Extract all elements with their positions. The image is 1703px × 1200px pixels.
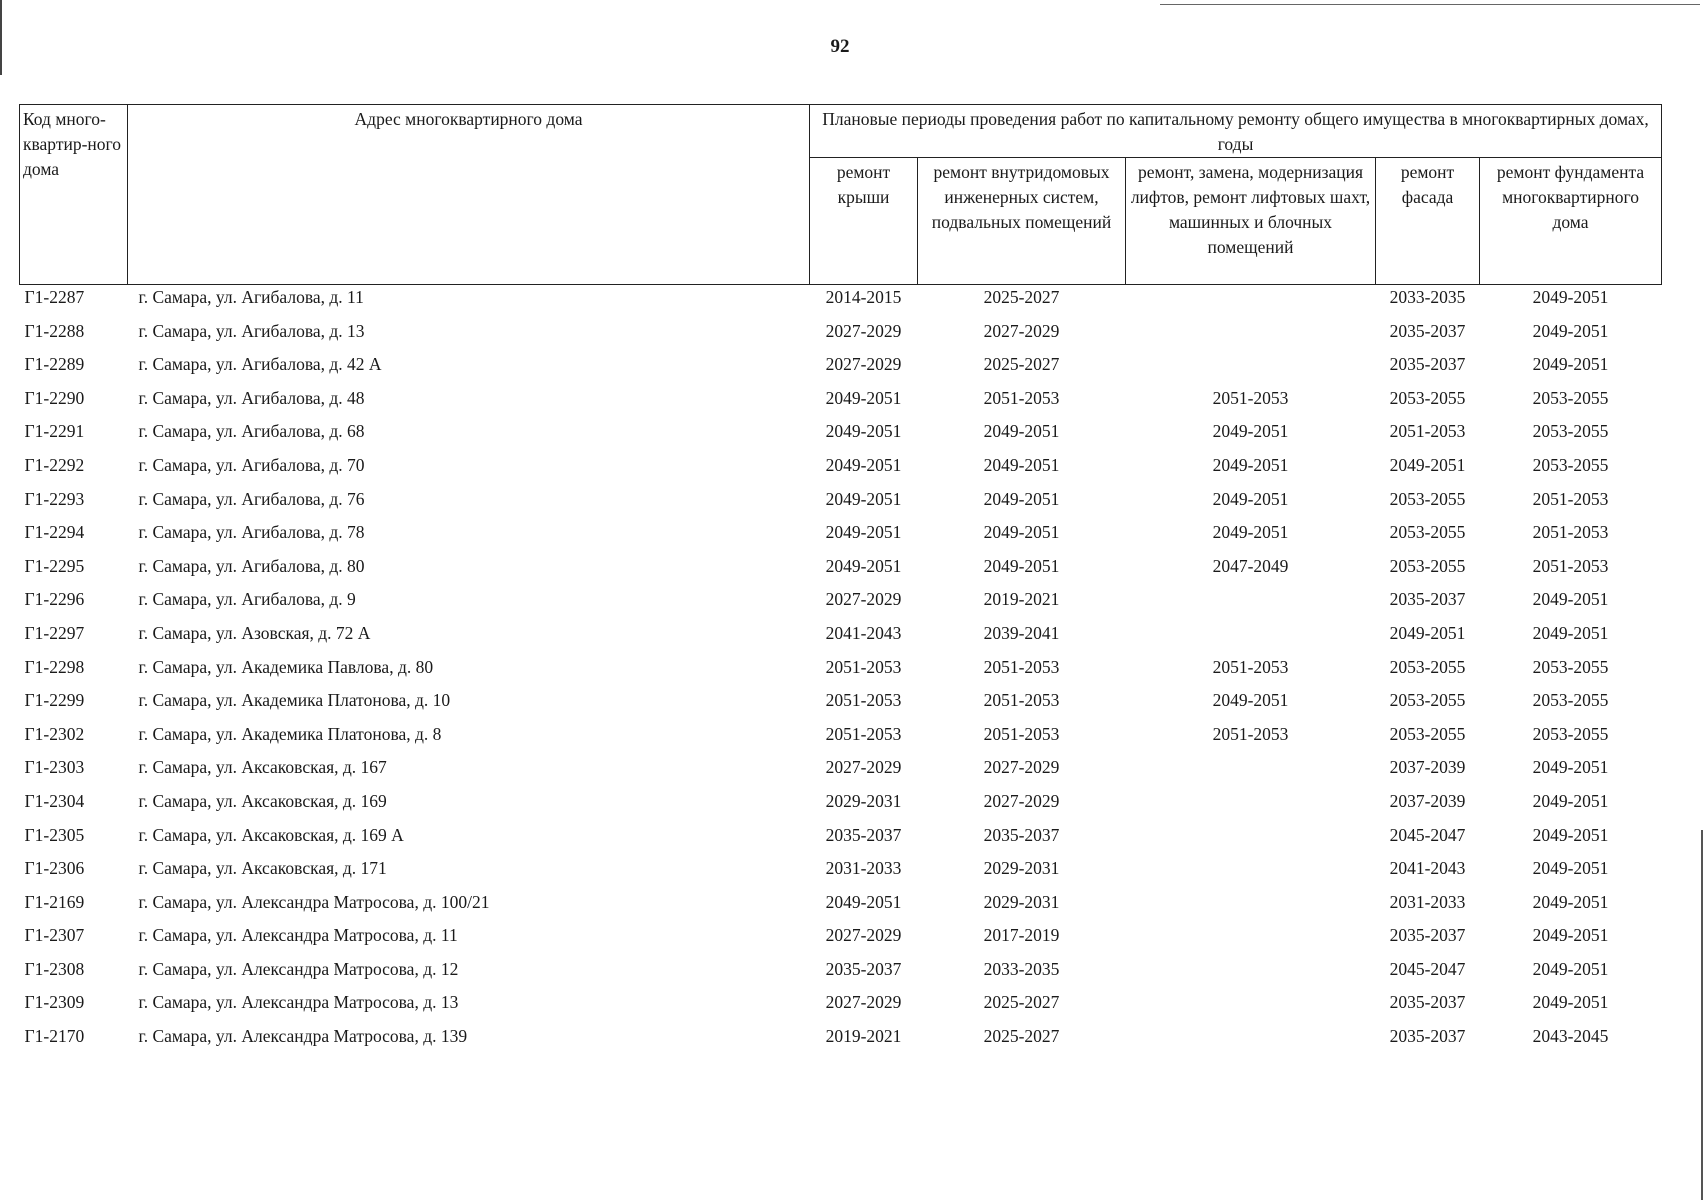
cell-engineering: 2029-2031: [983, 891, 1060, 912]
cell-engineering: 2025-2027: [983, 992, 1060, 1013]
cell-engineering: 2051-2053: [983, 690, 1060, 711]
cell-foundation: 2043-2045: [1532, 1026, 1609, 1047]
cell-facade: 2053-2055: [1389, 723, 1466, 744]
cell-foundation: 2053-2055: [1532, 387, 1609, 408]
cell-roof: 2051-2053: [825, 690, 902, 711]
cell-facade: 2035-2037: [1389, 589, 1466, 610]
cell-roof: 2029-2031: [825, 790, 902, 811]
cell-roof: 2051-2053: [825, 723, 902, 744]
cell-code: Г1-2289: [24, 354, 85, 375]
cell-code: Г1-2299: [24, 690, 85, 711]
cell-elevators: 2051-2053: [1212, 723, 1289, 744]
cell-code: Г1-2298: [24, 656, 85, 677]
cell-elevators: [1126, 285, 1376, 321]
cell-foundation: 2049-2051: [1532, 320, 1609, 341]
cell-roof: 2049-2051: [825, 454, 902, 475]
cell-facade: 2037-2039: [1389, 757, 1466, 778]
cell-facade: 2053-2055: [1389, 656, 1466, 677]
cell-facade: 2053-2055: [1389, 522, 1466, 543]
cell-address: г. Самара, ул. Академика Платонова, д. 8: [138, 723, 442, 744]
cell-address: г. Самара, ул. Аксаковская, д. 169: [138, 790, 387, 811]
cell-address: г. Самара, ул. Агибалова, д. 42 А: [138, 354, 382, 375]
cell-foundation: 2053-2055: [1532, 690, 1609, 711]
cell-roof: 2041-2043: [825, 622, 902, 643]
cell-address: г. Самара, ул. Агибалова, д. 68: [138, 421, 365, 442]
cell-elevators: [1126, 791, 1376, 825]
cell-foundation: 2049-2051: [1532, 622, 1609, 643]
cell-foundation: 2049-2051: [1532, 992, 1609, 1013]
cell-elevators: 2049-2051: [1212, 454, 1289, 475]
cell-code: Г1-2295: [24, 555, 85, 576]
cell-elevators: [1126, 992, 1376, 1026]
cell-roof: 2049-2051: [825, 891, 902, 912]
cell-address: г. Самара, ул. Агибалова, д. 70: [138, 454, 365, 475]
cell-engineering: 2049-2051: [983, 421, 1060, 442]
cell-code: Г1-2308: [24, 958, 85, 979]
cell-code: Г1-2287: [24, 287, 85, 307]
cell-code: Г1-2290: [24, 387, 85, 408]
table-row: [20, 825, 1662, 859]
cell-engineering: 2049-2051: [983, 522, 1060, 543]
cell-foundation: 2051-2053: [1532, 555, 1609, 576]
table-row: [20, 455, 1662, 489]
table-row: [20, 858, 1662, 892]
cell-code: Г1-2305: [24, 824, 85, 845]
cell-address: г. Самара, ул. Агибалова, д. 80: [138, 555, 365, 576]
cell-code: Г1-2297: [24, 622, 85, 643]
table-row: [20, 791, 1662, 825]
table-row: [20, 623, 1662, 657]
cell-engineering: 2029-2031: [983, 858, 1060, 879]
cell-engineering: 2051-2053: [983, 723, 1060, 744]
cell-elevators: 2049-2051: [1212, 421, 1289, 442]
cell-roof: 2027-2029: [825, 925, 902, 946]
table-row: [20, 992, 1662, 1026]
cell-roof: 2049-2051: [825, 421, 902, 442]
header-code: Код много-квартир-ного дома: [20, 105, 128, 285]
cell-engineering: 2019-2021: [983, 589, 1060, 610]
cell-facade: 2053-2055: [1389, 488, 1466, 509]
header-engineering: ремонт внутридомовых инженерных систем, подвальных помещений: [918, 158, 1126, 285]
table-row: [20, 892, 1662, 926]
cell-code: Г1-2288: [24, 320, 85, 341]
cell-engineering: 2027-2029: [983, 757, 1060, 778]
table-row: [20, 388, 1662, 422]
header-facade: ремонт фасада: [1376, 158, 1480, 285]
cell-foundation: 2051-2053: [1532, 488, 1609, 509]
cell-facade: 2045-2047: [1389, 958, 1466, 979]
cell-code: Г1-2294: [24, 522, 85, 543]
cell-roof: 2035-2037: [825, 958, 902, 979]
cell-facade: 2053-2055: [1389, 387, 1466, 408]
cell-elevators: 2051-2053: [1212, 656, 1289, 677]
cell-roof: 2027-2029: [825, 992, 902, 1013]
cell-code: Г1-2170: [24, 1026, 85, 1047]
cell-foundation: 2053-2055: [1532, 656, 1609, 677]
cell-roof: 2027-2029: [825, 589, 902, 610]
cell-facade: 2041-2043: [1389, 858, 1466, 879]
cell-address: г. Самара, ул. Аксаковская, д. 171: [138, 858, 387, 879]
cell-address: г. Самара, ул. Аксаковская, д. 169 А: [138, 824, 404, 845]
page-number: 92: [830, 36, 850, 57]
cell-facade: 2035-2037: [1389, 925, 1466, 946]
cell-code: Г1-2169: [24, 891, 85, 912]
cell-roof: 2027-2029: [825, 320, 902, 341]
cell-facade: 2045-2047: [1389, 824, 1466, 845]
cell-engineering: 2027-2029: [983, 320, 1060, 341]
cell-elevators: 2051-2053: [1212, 387, 1289, 408]
cell-foundation: 2049-2051: [1532, 858, 1609, 879]
cell-elevators: [1126, 589, 1376, 623]
cell-elevators: [1126, 858, 1376, 892]
cell-address: г. Самара, ул. Александра Матросова, д. 139: [138, 1026, 468, 1047]
cell-engineering: 2049-2051: [983, 555, 1060, 576]
cell-elevators: 2047-2049: [1212, 555, 1289, 576]
cell-engineering: 2025-2027: [983, 354, 1060, 375]
table-row: [20, 724, 1662, 758]
cell-facade: 2051-2053: [1389, 421, 1466, 442]
cell-facade: 2035-2037: [1389, 354, 1466, 375]
cell-address: г. Самара, ул. Александра Матросова, д. 11: [138, 925, 458, 946]
cell-roof: 2051-2053: [825, 656, 902, 677]
cell-foundation: 2049-2051: [1532, 790, 1609, 811]
cell-elevators: [1126, 925, 1376, 959]
cell-elevators: [1126, 757, 1376, 791]
cell-facade: 2031-2033: [1389, 891, 1466, 912]
cell-address: г. Самара, ул. Агибалова, д. 48: [138, 387, 365, 408]
table-row: [20, 354, 1662, 388]
cell-roof: 2019-2021: [825, 1026, 902, 1047]
table-row: [20, 421, 1662, 455]
cell-address: г. Самара, ул. Александра Матросова, д. 12: [138, 958, 459, 979]
cell-roof: 2027-2029: [825, 354, 902, 375]
cell-address: г. Самара, ул. Академика Платонова, д. 10: [138, 690, 451, 711]
cell-engineering: 2035-2037: [983, 824, 1060, 845]
cell-elevators: [1126, 825, 1376, 859]
cell-foundation: 2051-2053: [1532, 522, 1609, 543]
cell-elevators: [1126, 1026, 1376, 1060]
cell-elevators: [1126, 321, 1376, 355]
cell-address: г. Самара, ул. Академика Павлова, д. 80: [138, 656, 434, 677]
cell-address: г. Самара, ул. Агибалова, д. 9: [138, 589, 356, 610]
table-row: [20, 925, 1662, 959]
table-row: [20, 321, 1662, 355]
cell-roof: 2049-2051: [825, 522, 902, 543]
cell-code: Г1-2303: [24, 757, 85, 778]
cell-address: г. Самара, ул. Агибалова, д. 76: [138, 488, 365, 509]
cell-address: г. Самара, ул. Агибалова, д. 11: [138, 287, 364, 307]
cell-roof: 2049-2051: [825, 387, 902, 408]
table-row: [20, 657, 1662, 691]
cell-facade: 2049-2051: [1389, 622, 1466, 643]
cell-code: Г1-2307: [24, 925, 85, 946]
cell-code: Г1-2293: [24, 488, 85, 509]
table-row: [20, 690, 1662, 724]
cell-elevators: [1126, 354, 1376, 388]
cell-roof: 2014-2015: [825, 287, 902, 307]
cell-engineering: 2017-2019: [983, 925, 1060, 946]
cell-roof: 2049-2051: [825, 488, 902, 509]
table-row: [20, 589, 1662, 623]
cell-elevators: [1126, 959, 1376, 993]
cell-facade: 2053-2055: [1389, 555, 1466, 576]
cell-foundation: 2049-2051: [1532, 925, 1609, 946]
cell-roof: 2035-2037: [825, 824, 902, 845]
cell-facade: 2037-2039: [1389, 790, 1466, 811]
cell-foundation: 2049-2051: [1532, 891, 1609, 912]
cell-engineering: 2051-2053: [983, 387, 1060, 408]
cell-foundation: 2049-2051: [1532, 287, 1609, 307]
cell-engineering: 2039-2041: [983, 622, 1060, 643]
table-row: [20, 757, 1662, 791]
cell-roof: 2027-2029: [825, 757, 902, 778]
cell-elevators: [1126, 892, 1376, 926]
table-body: [20, 285, 1662, 1060]
scan-edge-top: [1160, 4, 1700, 5]
cell-elevators: 2049-2051: [1212, 488, 1289, 509]
cell-code: Г1-2296: [24, 589, 85, 610]
cell-foundation: 2049-2051: [1532, 589, 1609, 610]
cell-foundation: 2053-2055: [1532, 421, 1609, 442]
cell-engineering: 2025-2027: [983, 287, 1060, 307]
table-row: [20, 959, 1662, 993]
cell-engineering: 2049-2051: [983, 454, 1060, 475]
table-row: [20, 285, 1662, 321]
cell-facade: 2033-2035: [1389, 287, 1466, 307]
header-address: Адрес многоквартирного дома: [128, 105, 810, 285]
cell-elevators: 2049-2051: [1212, 522, 1289, 543]
cell-code: Г1-2309: [24, 992, 85, 1013]
cell-foundation: 2049-2051: [1532, 757, 1609, 778]
cell-address: г. Самара, ул. Агибалова, д. 13: [138, 320, 365, 341]
cell-roof: 2049-2051: [825, 555, 902, 576]
cell-foundation: 2053-2055: [1532, 454, 1609, 475]
cell-facade: 2049-2051: [1389, 454, 1466, 475]
cell-foundation: 2049-2051: [1532, 824, 1609, 845]
header-elevators: ремонт, замена, модернизация лифтов, ремонт лифтовых шахт, машинных и блочных помещений: [1126, 158, 1376, 285]
cell-foundation: 2053-2055: [1532, 723, 1609, 744]
cell-engineering: 2025-2027: [983, 1026, 1060, 1047]
header-periods-group: Плановые периоды проведения работ по капитальному ремонту общего имущества в многоквартирных домах, годы: [810, 105, 1662, 158]
table-row: [20, 556, 1662, 590]
table-row: [20, 522, 1662, 556]
cell-engineering: 2027-2029: [983, 790, 1060, 811]
cell-code: Г1-2302: [24, 723, 85, 744]
cell-code: Г1-2291: [24, 421, 85, 442]
cell-engineering: 2051-2053: [983, 656, 1060, 677]
cell-engineering: 2033-2035: [983, 958, 1060, 979]
cell-address: г. Самара, ул. Александра Матросова, д. 100/21: [138, 891, 490, 912]
cell-facade: 2053-2055: [1389, 690, 1466, 711]
cell-foundation: 2049-2051: [1532, 958, 1609, 979]
header-roof: ремонт крыши: [810, 158, 918, 285]
cell-elevators: 2049-2051: [1212, 690, 1289, 711]
table-row: [20, 1026, 1662, 1060]
cell-facade: 2035-2037: [1389, 1026, 1466, 1047]
cell-code: Г1-2292: [24, 454, 85, 475]
repair-schedule-table: [19, 104, 1662, 1060]
header-foundation: ремонт фундамента многоквартирного дома: [1480, 158, 1662, 285]
cell-code: Г1-2304: [24, 790, 85, 811]
cell-facade: 2035-2037: [1389, 992, 1466, 1013]
cell-address: г. Самара, ул. Азовская, д. 72 А: [138, 622, 371, 643]
cell-elevators: [1126, 623, 1376, 657]
cell-roof: 2031-2033: [825, 858, 902, 879]
table-row: [20, 489, 1662, 523]
cell-facade: 2035-2037: [1389, 320, 1466, 341]
cell-foundation: 2049-2051: [1532, 354, 1609, 375]
cell-engineering: 2049-2051: [983, 488, 1060, 509]
table-header: [20, 105, 1662, 285]
cell-address: г. Самара, ул. Александра Матросова, д. 13: [138, 992, 459, 1013]
cell-code: Г1-2306: [24, 858, 85, 879]
cell-address: г. Самара, ул. Аксаковская, д. 167: [138, 757, 387, 778]
cell-address: г. Самара, ул. Агибалова, д. 78: [138, 522, 365, 543]
